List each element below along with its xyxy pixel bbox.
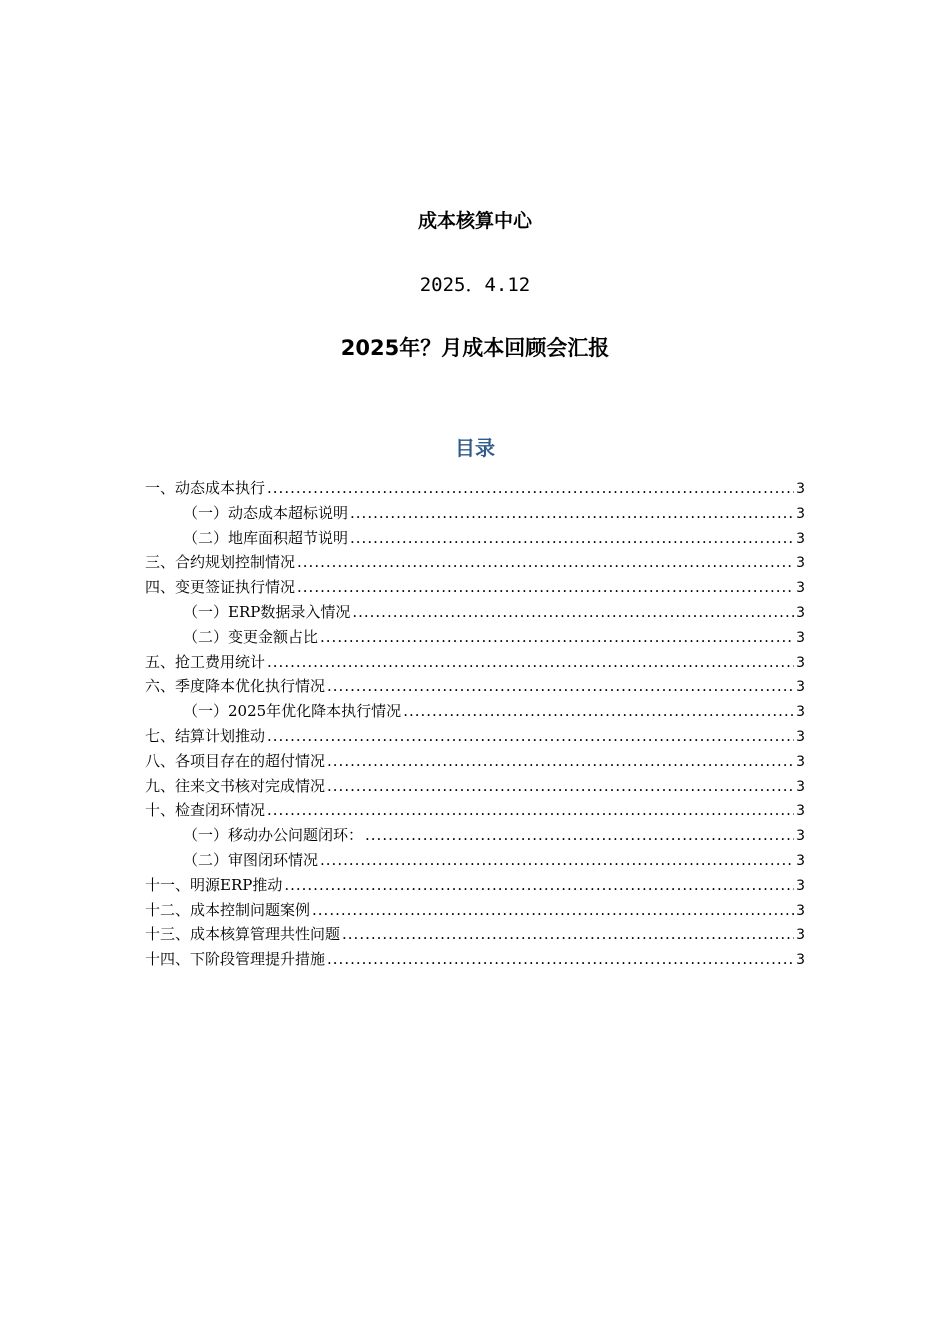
toc-page-number: 3 [796,555,805,572]
toc-entry-text: 七、结算计划推动 [145,726,266,745]
toc-dot-leader [350,501,794,526]
toc-page-number: 3 [796,803,805,820]
toc-page-number: 3 [796,753,805,770]
toc-dot-leader [267,724,794,749]
toc-entry[interactable] [145,724,805,749]
toc-dot-leader [297,575,794,600]
toc-entry-text: 三、合约规划控制情况 [145,553,296,572]
toc-dot-leader [403,699,794,724]
toc-entry[interactable] [145,848,805,873]
toc-page-number: 3 [796,877,805,894]
toc-entry-text: 一、动态成本执行 [145,479,266,497]
toc-entry[interactable] [145,501,805,526]
toc-entry[interactable] [145,873,805,898]
toc-entry-text: （二）审图闭环情况 [183,850,319,869]
toc-dot-leader [267,650,794,675]
report-date: 2025．4.12 [419,274,531,296]
toc-entry[interactable] [145,947,805,972]
toc-entry[interactable] [145,798,805,823]
toc-dot-leader [320,625,794,650]
toc-entry-text: （二）地库面积超节说明 [183,528,349,547]
toc-entry[interactable] [145,674,805,699]
toc-page-number: 3 [796,902,805,919]
toc-entry-text: 十三、成本核算管理共性问题 [145,925,341,944]
toc-entry[interactable] [145,575,805,600]
toc-entry[interactable] [145,650,805,675]
report-title: 2025年？月成本回顾会汇报 [340,336,610,360]
toc-page-number: 3 [796,580,805,597]
toc-page-number: 3 [796,852,805,869]
toc-dot-leader [365,823,794,848]
toc-dot-leader [327,774,794,799]
toc-entry[interactable] [145,600,805,625]
toc-page-number: 3 [796,481,805,497]
toc-dot-leader [327,749,794,774]
toc-entry[interactable] [145,699,805,724]
toc-entry-text: （一）移动办公问题闭环： [183,826,364,845]
toc-entry[interactable] [145,823,805,848]
toc-entry[interactable] [145,550,805,575]
table-of-contents [145,476,805,972]
toc-entry-text: 十一、明源ERP推动 [145,875,283,894]
toc-entry-text: （二）变更金额占比 [183,627,319,646]
toc-dot-leader [350,526,794,551]
toc-dot-leader [312,898,794,923]
toc-entry-text: 五、抢工费用统计 [145,652,266,671]
toc-entry[interactable] [145,922,805,947]
toc-entry[interactable] [145,625,805,650]
toc-page-number: 3 [796,679,805,696]
toc-page-number: 3 [796,728,805,745]
toc-dot-leader [284,873,794,898]
toc-page-number: 3 [796,927,805,944]
toc-dot-leader [320,848,794,873]
toc-entry-text: 十二、成本控制问题案例 [145,900,311,919]
toc-page-number: 3 [796,629,805,646]
toc-entry-text: （一）ERP数据录入情况 [183,602,351,621]
toc-entry[interactable] [145,526,805,551]
toc-entry-text: （一）2025年优化降本执行情况 [183,702,402,721]
toc-heading: 目录 [455,436,495,460]
toc-entry-text: （一）动态成本超标说明 [183,503,349,522]
toc-dot-leader [267,798,794,823]
toc-dot-leader [352,600,794,625]
toc-entry-text: 八、各项目存在的超付情况 [145,751,326,770]
toc-entry[interactable] [145,774,805,799]
toc-dot-leader [327,674,794,699]
toc-page-number: 3 [796,604,805,621]
toc-entry-text: 六、季度降本优化执行情况 [145,677,326,696]
toc-page-number: 3 [796,952,805,969]
toc-entry[interactable] [145,749,805,774]
toc-page-number: 3 [796,704,805,721]
toc-entry-text: 九、往来文书核对完成情况 [145,776,326,795]
toc-entry[interactable] [145,476,805,501]
toc-entry-text: 四、变更签证执行情况 [145,578,296,597]
toc-dot-leader [267,476,794,501]
toc-page-number: 3 [796,505,805,522]
toc-page-number: 3 [796,654,805,671]
toc-dot-leader [297,550,794,575]
organization-name: 成本核算中心 [417,210,532,232]
toc-entry-text: 十、检查闭环情况 [145,801,266,820]
toc-page-number: 3 [796,778,805,795]
toc-dot-leader [342,922,794,947]
toc-page-number: 3 [796,530,805,547]
toc-entry-text: 十四、下阶段管理提升措施 [145,950,326,969]
toc-entry[interactable] [145,898,805,923]
toc-page-number: 3 [796,828,805,845]
toc-dot-leader [327,947,794,972]
